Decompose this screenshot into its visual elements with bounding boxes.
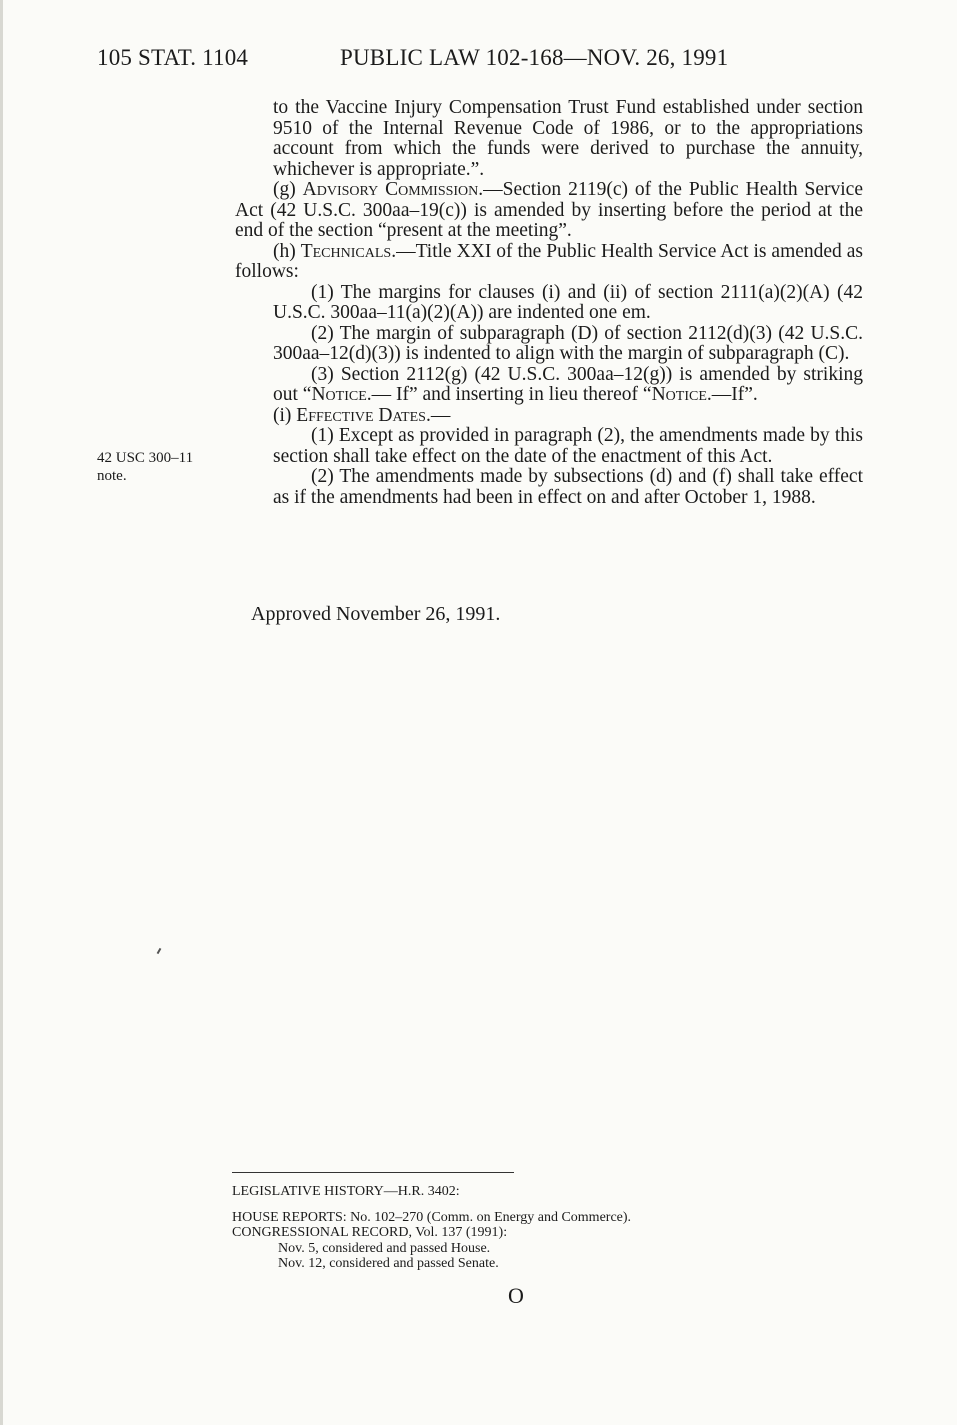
congressional-record: CONGRESSIONAL RECORD, Vol. 137 (1991): <box>232 1225 508 1240</box>
law-body <box>235 98 863 508</box>
record-entry-senate: Nov. 12, considered and passed Senate. <box>278 1256 499 1271</box>
subsection-i-heading: Effective Dates <box>296 404 426 426</box>
paragraph-h3-part-b: .— If” and inserting in lieu thereof “ <box>366 384 652 405</box>
public-law-title: PUBLIC LAW 102-168—NOV. 26, 1991 <box>340 45 729 70</box>
margin-note-citation: 42 USC 300–11 <box>97 450 194 466</box>
end-of-law-mark: O <box>508 1283 524 1308</box>
footnote-divider <box>232 1172 514 1173</box>
margin-note-label: note. <box>97 468 127 484</box>
stat-page-number: 105 STAT. 1104 <box>97 45 249 70</box>
approval-date: Approved November 26, 1991. <box>251 603 501 625</box>
subsection-h <box>235 242 863 283</box>
record-entry-house: Nov. 5, considered and passed House. <box>278 1240 491 1256</box>
margin-note <box>97 449 227 485</box>
paragraph-h3 <box>235 365 863 406</box>
paragraph-i1: (1) Except as provided in paragraph (2), the amendments made by this section shall take effect on the date of the enactment of this Act. <box>273 425 863 467</box>
paragraph-h3-part-c: .—If”. <box>706 384 758 405</box>
subsection-h-heading: Technicals <box>300 240 392 262</box>
paragraph-h2: (2) The margin of subparagraph (D) of section 2112(d)(3) (42 U.S.C. 300aa–12(d)(3)) is indented to align with the margin of subparagraph (C). <box>273 322 863 364</box>
house-reports: HOUSE REPORTS: No. 102–270 (Comm. on Energy and Commerce). <box>232 1209 632 1225</box>
subsection-g-heading: Advisory Commission <box>302 179 479 200</box>
legislative-history-title: LEGISLATIVE HISTORY—H.R. 3402: <box>232 1184 460 1199</box>
paragraph-i2: (2) The amendments made by subsections (d) and (f) shall take effect as if the amendments had been in effect on and after October 1, 1988. <box>273 466 863 508</box>
subsection-i-dash: .— <box>425 404 451 426</box>
subsection-g <box>235 180 863 242</box>
paragraph-h1: (1) The margins for clauses (i) and (ii) of section 2111(a)(2)(A) (42 U.S.C. 300aa–11(a)(2)(A)) are indented one em. <box>273 281 863 323</box>
continued-paragraph: to the Vaccine Injury Compensation Trust Fund established under section 9510 of the Internal Revenue Code of 1986, or to the appropriations account from which the funds were derived to purchase the annuity, whichever is appropriate.”. <box>273 97 863 180</box>
scan-speck <box>157 948 162 954</box>
subsection-i-label: (i) <box>273 404 297 426</box>
subsection-i <box>235 406 863 427</box>
notice-term-1: Notice <box>311 384 367 405</box>
subsection-h-text: .—Title XXI of the Public Health Service Act is amended as follows: <box>235 240 863 282</box>
page-edge <box>0 0 3 1425</box>
legislative-history <box>232 1184 792 1272</box>
subsection-g-text: .—Section 2119(c) of the Public Health Service Act (42 U.S.C. 300aa–19(c)) is amended by inserting before the period at the end of the section “present at the meeting”. <box>235 179 863 241</box>
paragraph-h3-part-a: (3) Section 2112(g) (42 U.S.C. 300aa–12(g)) is amended by striking out “ <box>273 363 863 405</box>
subsection-h-label: (h) <box>273 240 301 262</box>
subsection-g-label: (g) <box>273 179 303 200</box>
notice-term-2: Notice <box>651 384 707 405</box>
